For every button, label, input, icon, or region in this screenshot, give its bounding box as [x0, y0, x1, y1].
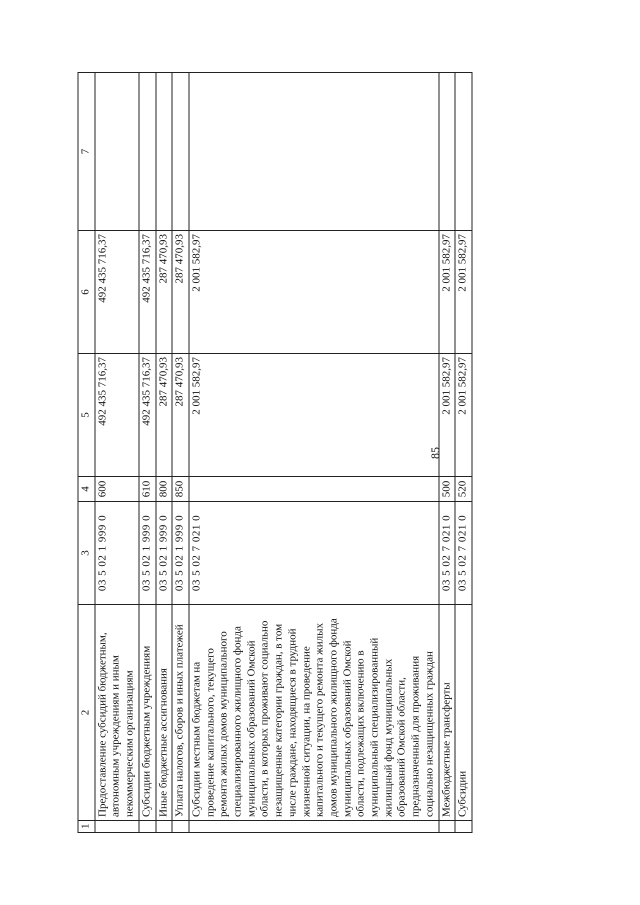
- row-col6-cell: 287 470,93: [172, 231, 189, 354]
- row-name-cell: Субсидии: [455, 605, 472, 821]
- table-row: [455, 73, 472, 833]
- row-name-cell: Иные бюджетные ассигнования: [156, 605, 173, 821]
- budget-table: [78, 72, 473, 833]
- row-index-cell: [172, 821, 189, 833]
- row-name-cell: Предоставление субсидий бюджетным, автономным учреждениям и иным некоммерческим организациям: [95, 605, 139, 821]
- row-col7-cell: [189, 73, 439, 231]
- row-col5-cell: 492 435 716,37: [139, 354, 156, 477]
- row-code-cell: 03 5 02 7 021 0: [455, 502, 472, 605]
- row-code-cell: 03 5 02 7 021 0: [189, 502, 439, 605]
- row-vr-cell: 850: [172, 477, 189, 502]
- page-number: 85: [428, 447, 442, 459]
- row-col6-cell: 2 001 582,97: [455, 231, 472, 354]
- row-name-cell: Межбюджетные трансферты: [439, 605, 456, 821]
- row-name-cell: Уплата налогов, сборов и иных платежей: [172, 605, 189, 821]
- row-col6-cell: 492 435 716,37: [95, 231, 139, 354]
- table-row: [189, 73, 439, 833]
- header-cell: 1: [78, 821, 95, 833]
- row-col7-cell: [439, 73, 456, 231]
- table-row: [156, 73, 173, 833]
- row-col7-cell: [139, 73, 156, 231]
- row-col5-cell: 2 001 582,97: [455, 354, 472, 477]
- header-cell: 2: [78, 605, 95, 821]
- row-col5-cell: 2 001 582,97: [439, 354, 456, 477]
- header-cell: 4: [78, 477, 95, 502]
- row-col7-cell: [172, 73, 189, 231]
- header-cell: 5: [78, 354, 95, 477]
- row-col7-cell: [455, 73, 472, 231]
- row-index-cell: [156, 821, 173, 833]
- row-col5-cell: 492 435 716,37: [95, 354, 139, 477]
- row-vr-cell: 520: [455, 477, 472, 502]
- row-vr-cell: 610: [139, 477, 156, 502]
- row-col6-cell: 2 001 582,97: [189, 231, 439, 354]
- row-name-cell: Субсидии местным бюджетам на проведение капитального, текущего ремонта жилых домов муниципального специализированного жилищного фонда муниципальных образований Омской области, в которых проживают социально незащищенные категории граждан, в том числе граждане, находящиеся в трудной жизненной ситуации, на проведение капитального и текущего ремонта жилых домов муниципального жилищного фонда муниципальных образований Омской области, подлежащих включению в муниципальный специализированный жилищный фонд муниципальных образований Омской области, предназначенный для проживания социально незащищенных граждан: [189, 605, 439, 821]
- row-vr-cell: 500: [439, 477, 456, 502]
- table-row: [172, 73, 189, 833]
- row-index-cell: [455, 821, 472, 833]
- row-code-cell: 03 5 02 1 999 0: [156, 502, 173, 605]
- header-cell: 7: [78, 73, 95, 231]
- rotated-table-wrapper: [78, 73, 563, 833]
- row-index-cell: [189, 821, 439, 833]
- row-vr-cell: [189, 477, 439, 502]
- table-row: [95, 73, 139, 833]
- row-index-cell: [439, 821, 456, 833]
- row-col5-cell: 2 001 582,97: [189, 354, 439, 477]
- table-row: [439, 73, 456, 833]
- table-row: [139, 73, 156, 833]
- row-code-cell: 03 5 02 1 999 0: [139, 502, 156, 605]
- row-col7-cell: [95, 73, 139, 231]
- row-col6-cell: 287 470,93: [156, 231, 173, 354]
- row-code-cell: 03 5 02 1 999 0: [172, 502, 189, 605]
- row-col5-cell: 287 470,93: [172, 354, 189, 477]
- row-col6-cell: 2 001 582,97: [439, 231, 456, 354]
- row-code-cell: 03 5 02 7 021 0: [439, 502, 456, 605]
- row-name-cell: Субсидии бюджетным учреждениям: [139, 605, 156, 821]
- header-cell: 3: [78, 502, 95, 605]
- header-cell: 6: [78, 231, 95, 354]
- row-code-cell: 03 5 02 1 999 0: [95, 502, 139, 605]
- row-vr-cell: 800: [156, 477, 173, 502]
- row-col6-cell: 492 435 716,37: [139, 231, 156, 354]
- row-col7-cell: [156, 73, 173, 231]
- row-index-cell: [139, 821, 156, 833]
- row-index-cell: [95, 821, 139, 833]
- row-col5-cell: 287 470,93: [156, 354, 173, 477]
- table-header-row: [78, 73, 95, 833]
- row-vr-cell: 600: [95, 477, 139, 502]
